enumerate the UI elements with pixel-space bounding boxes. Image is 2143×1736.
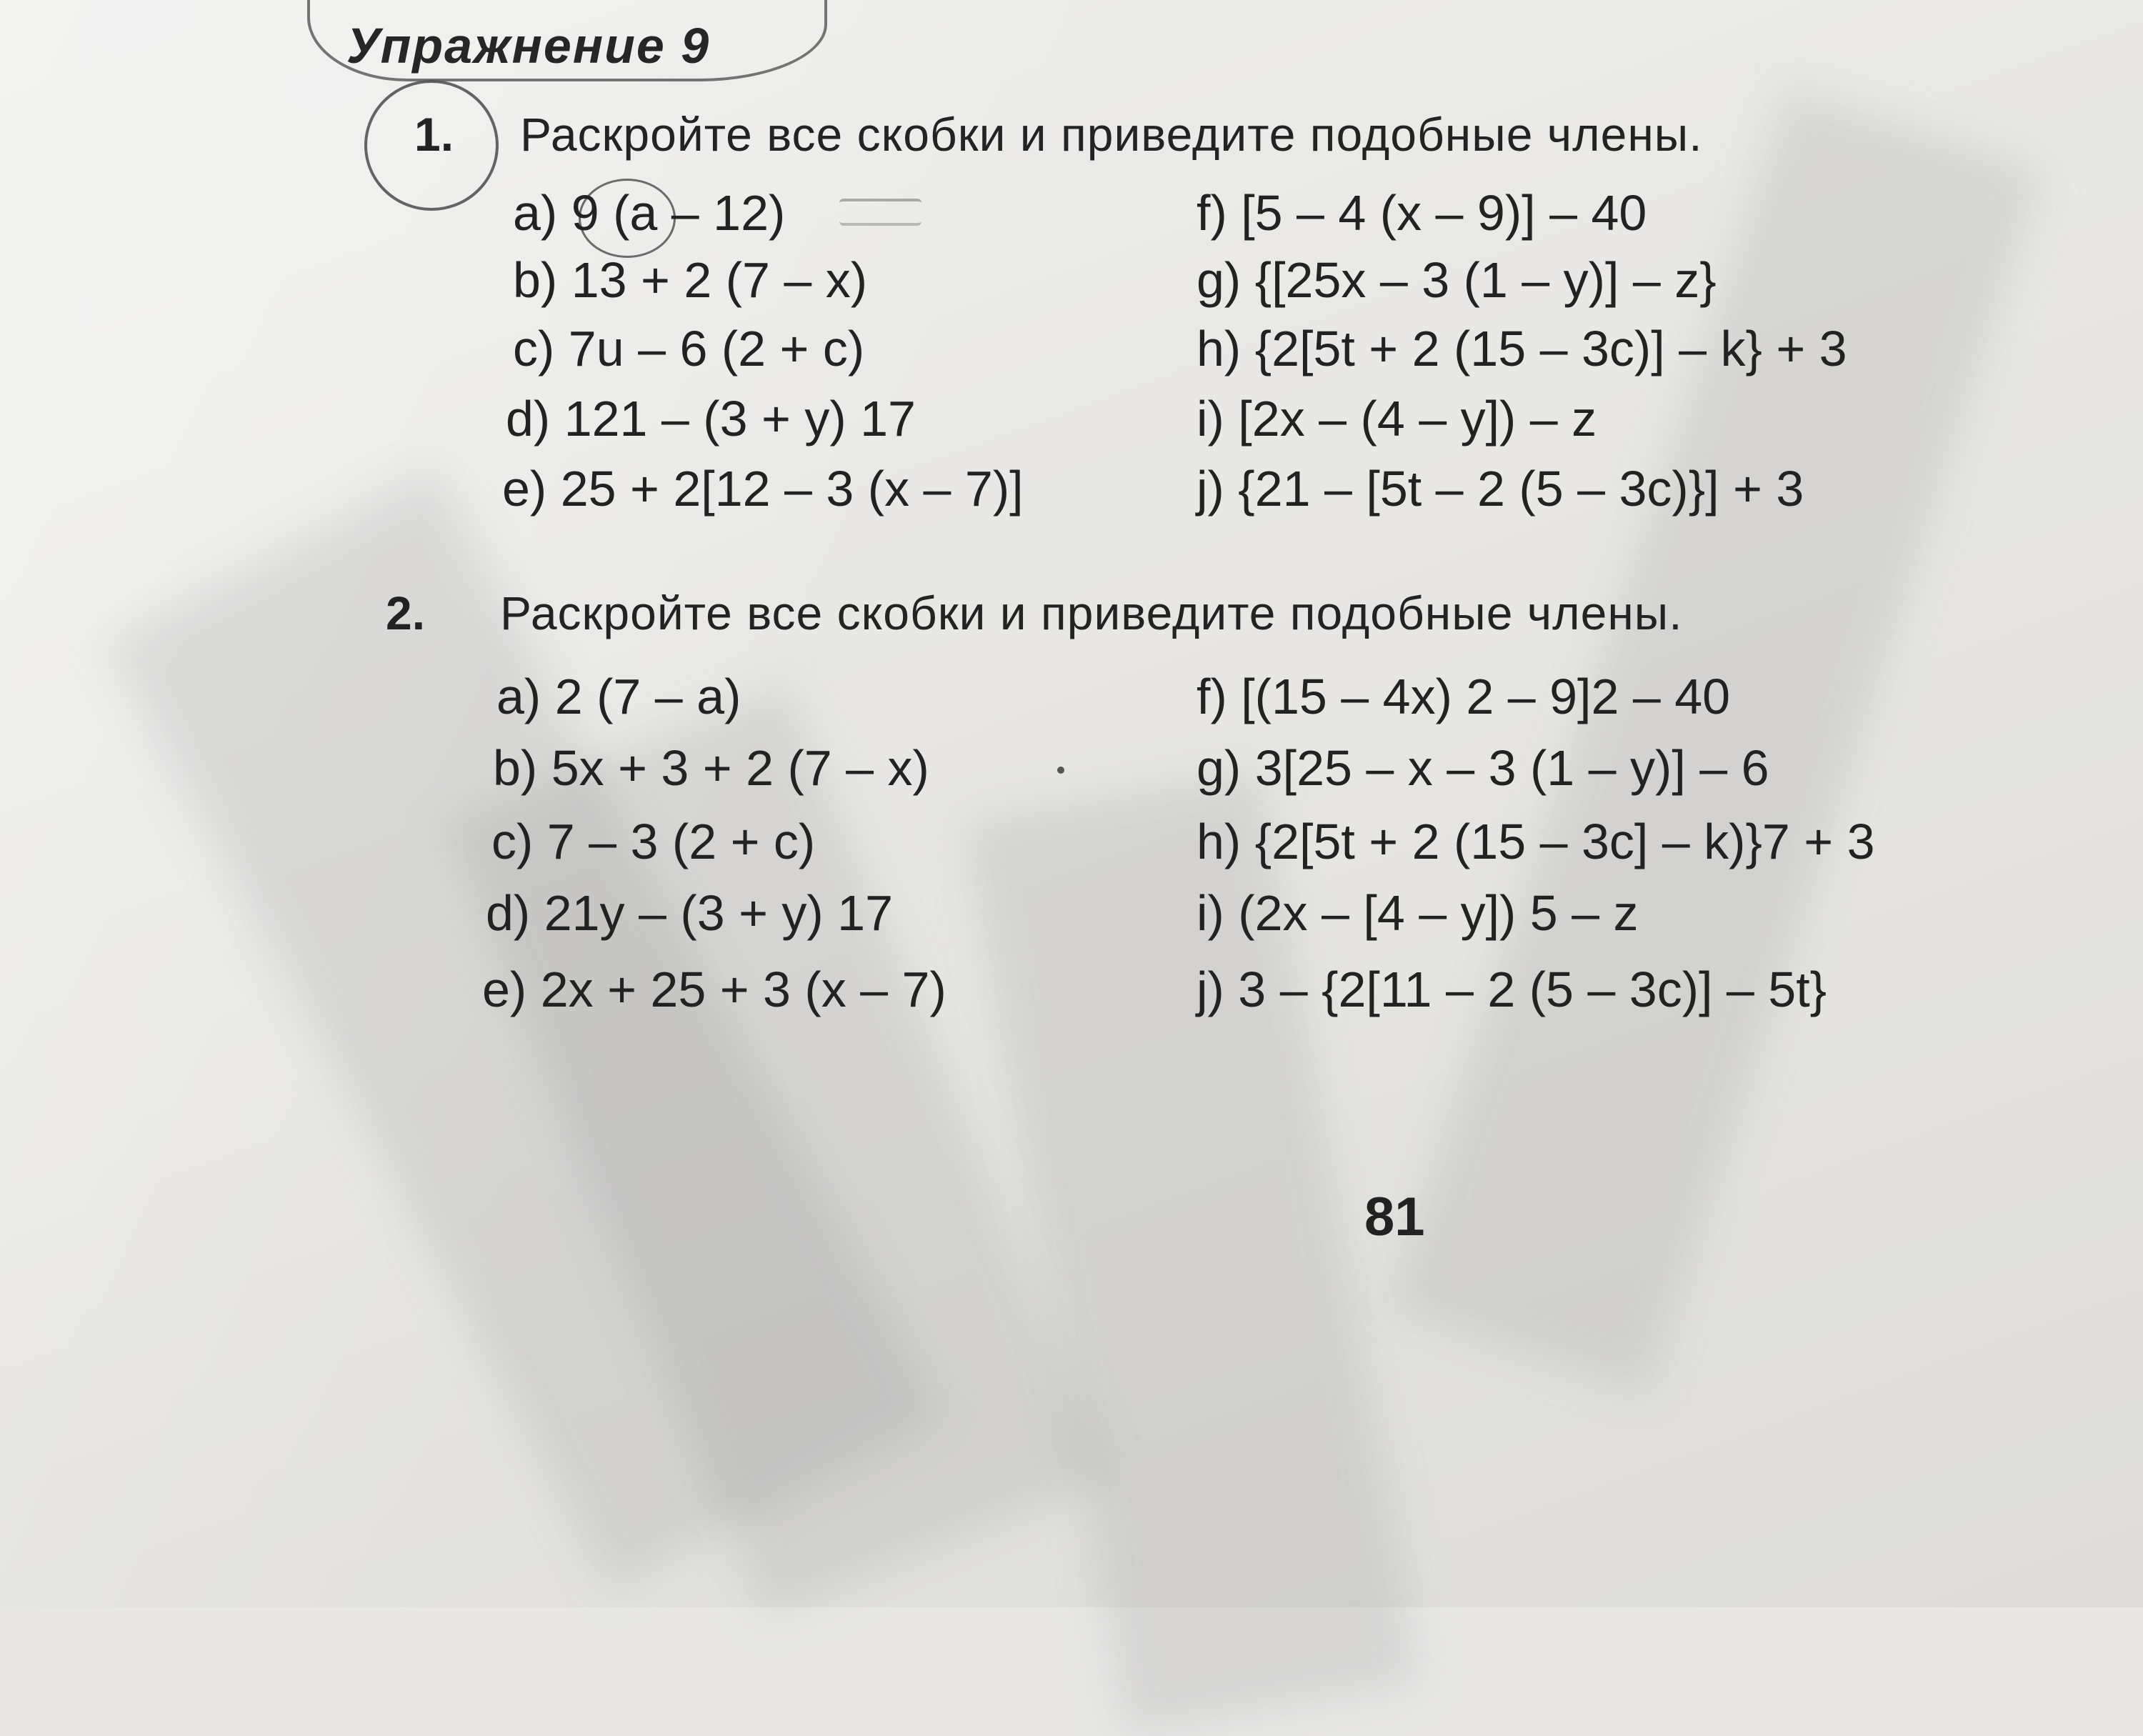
task-1-item-d: d) 121 – (3 + y) 17 — [506, 391, 916, 447]
ink-dot — [1057, 767, 1064, 774]
task-1-item-b: b) 13 + 2 (7 – x) — [513, 252, 868, 308]
task-2-item-d: d) 21y – (3 + y) 17 — [486, 885, 894, 941]
task-1-item-g: g) {[25x – 3 (1 – y)] – z} — [1197, 252, 1717, 308]
task-1-item-e: e) 25 + 2[12 – 3 (x – 7)] — [502, 461, 1024, 517]
task-1-number: 1. — [414, 108, 454, 161]
task-2-item-g: g) 3[25 – x – 3 (1 – y)] – 6 — [1197, 740, 1769, 796]
task-2-instruction: Раскройте все скобки и приведите подобные члены. — [500, 587, 1683, 639]
task-2-item-c: c) 7 – 3 (2 + c) — [491, 814, 816, 869]
task-2-item-a: a) 2 (7 – a) — [496, 669, 741, 724]
page-number: 81 — [1364, 1187, 1425, 1247]
pencil-scribble — [839, 199, 921, 226]
task-1-instruction: Раскройте все скобки и приведите подобные члены. — [520, 108, 1703, 161]
task-1-item-a: a) 9 (a – 12) — [513, 185, 786, 241]
task-2-number: 2. — [386, 587, 426, 639]
task-1-item-j: j) {21 – [5t – 2 (5 – 3c)}] + 3 — [1197, 461, 1804, 517]
task-2-item-f: f) [(15 – 4x) 2 – 9]2 – 40 — [1197, 669, 1731, 724]
task-2-item-e: e) 2x + 25 + 3 (x – 7) — [482, 962, 946, 1017]
exercise-title: Упражнение 9 — [346, 18, 711, 74]
task-2-item-b: b) 5x + 3 + 2 (7 – x) — [493, 740, 929, 796]
task-1-item-h: h) {2[5t + 2 (15 – 3c)] – k} + 3 — [1197, 321, 1847, 376]
task-2-item-h: h) {2[5t + 2 (15 – 3c] – k)}7 + 3 — [1197, 814, 1875, 869]
task-2-item-j: j) 3 – {2[11 – 2 (5 – 3c)] – 5t} — [1197, 962, 1827, 1017]
task-1-item-c: c) 7u – 6 (2 + c) — [513, 321, 865, 376]
task-1-item-i: i) [2x – (4 – y]) – z — [1197, 391, 1597, 447]
task-1-item-f: f) [5 – 4 (x – 9)] – 40 — [1197, 185, 1647, 241]
task-2-item-i: i) (2x – [4 – y]) 5 – z — [1197, 885, 1639, 941]
